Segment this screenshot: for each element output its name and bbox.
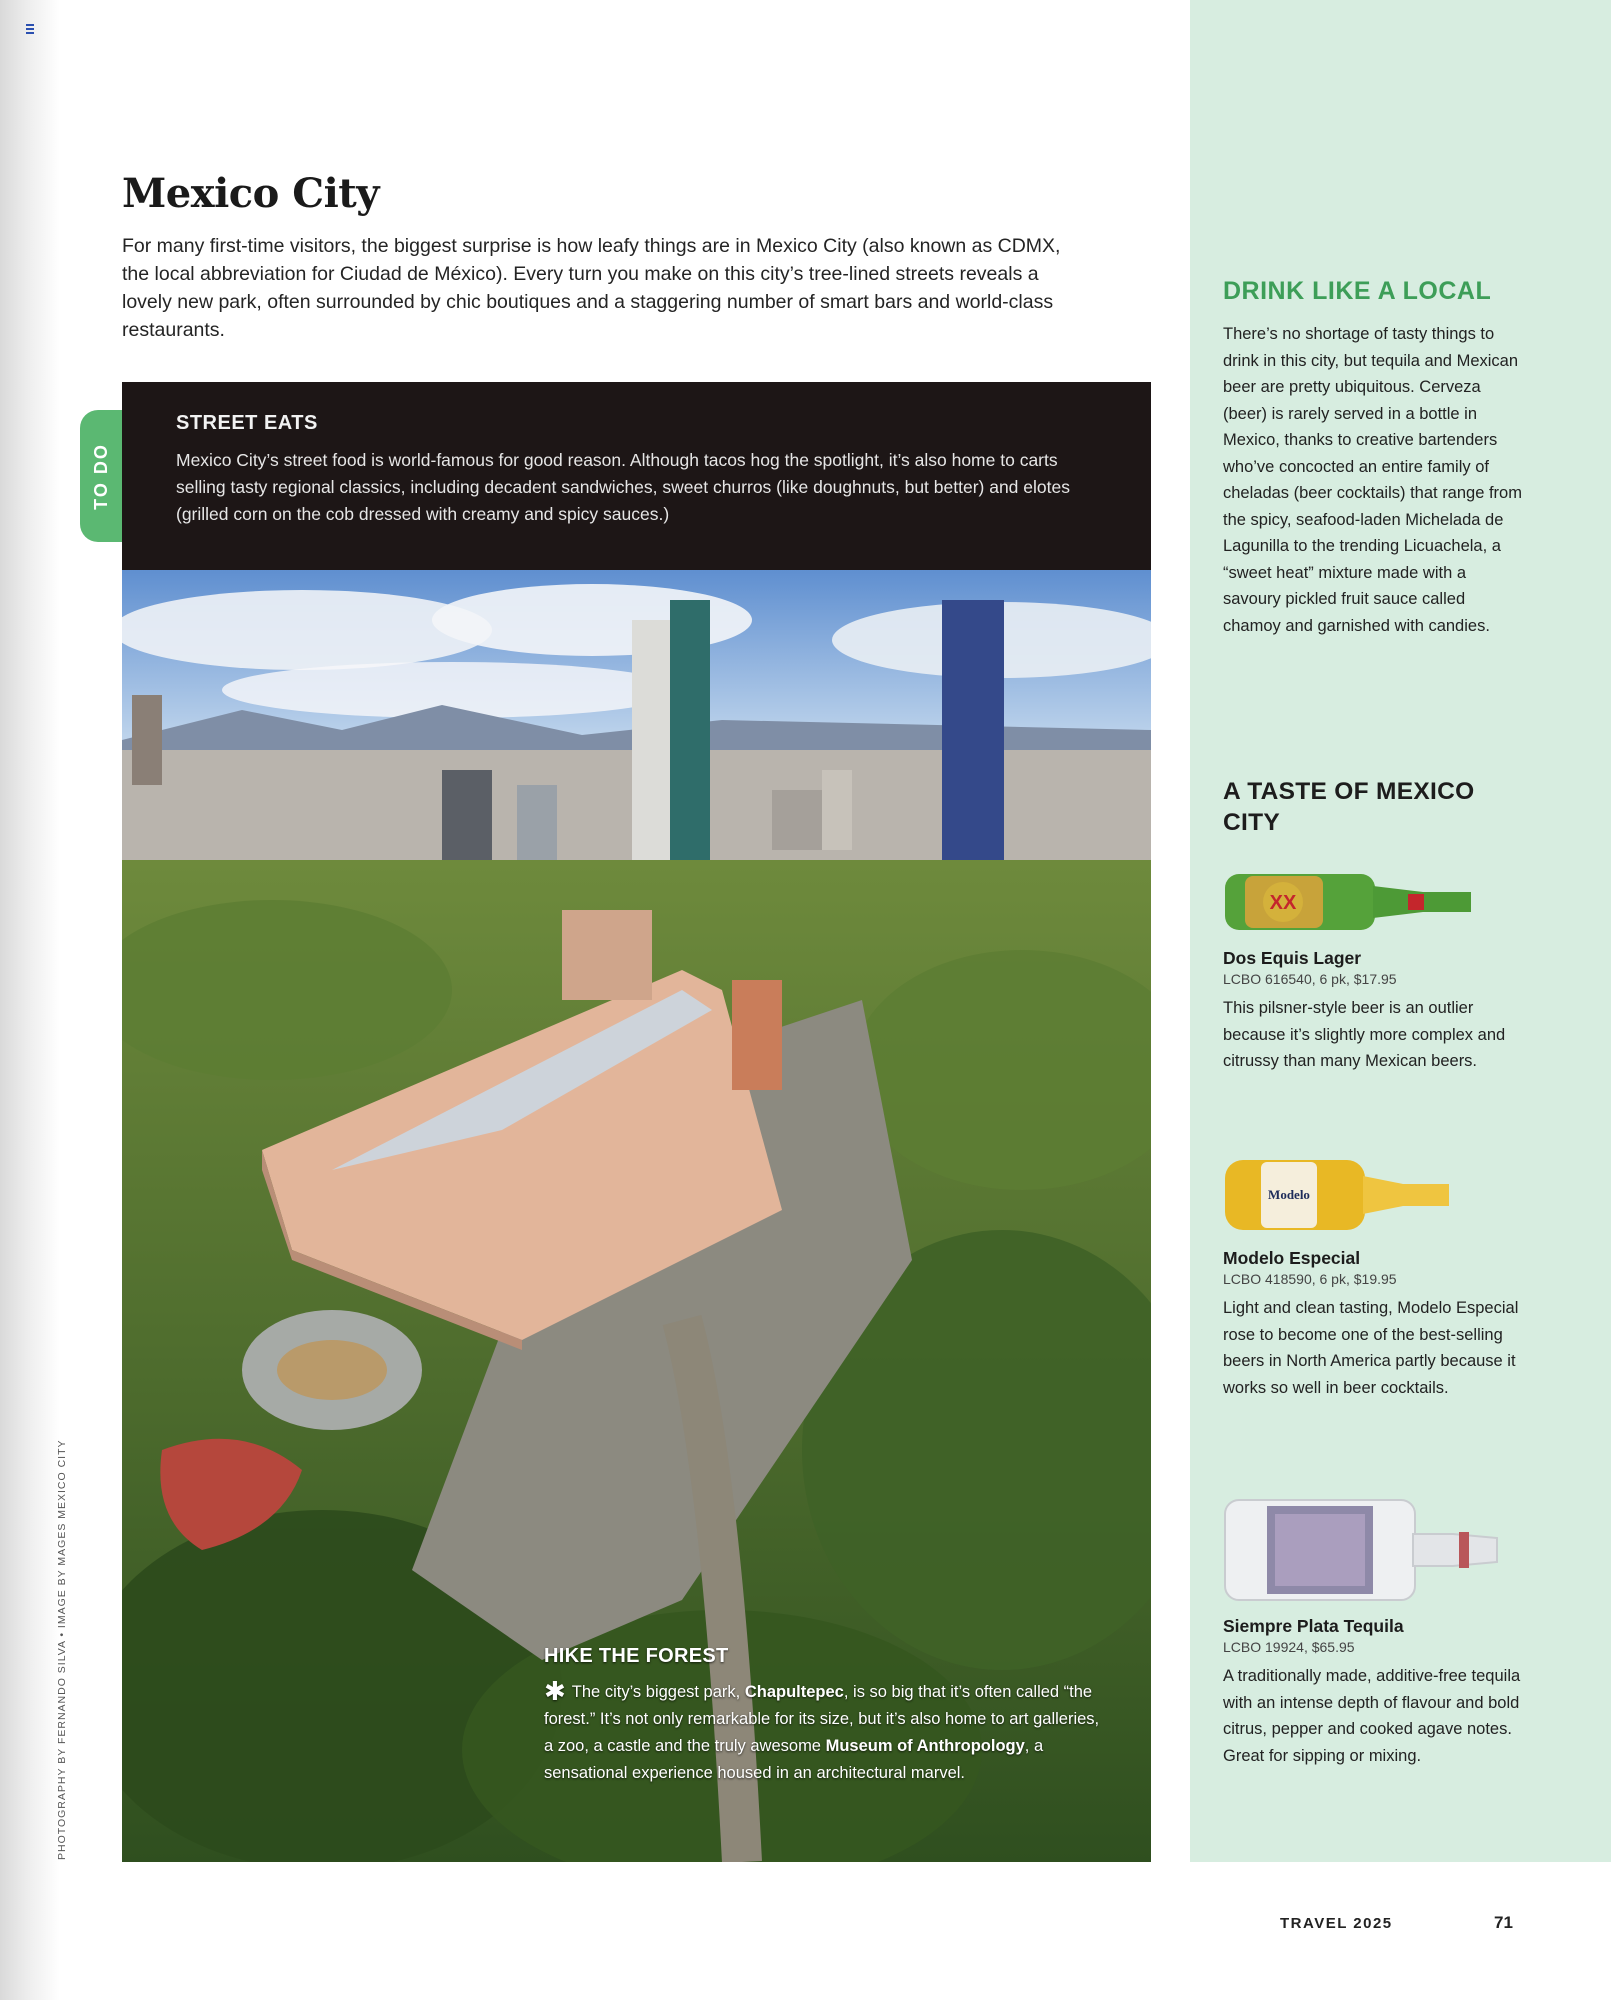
product-name: Dos Equis Lager xyxy=(1223,948,1362,968)
page-gutter xyxy=(0,0,60,2000)
hike-body xyxy=(544,1678,1104,1787)
street-eats-box xyxy=(122,382,1151,570)
product-card xyxy=(1223,866,1533,1075)
intro-paragraph: For many first-time visitors, the biggest surprise is how leafy things are in Mexico City (also known as CDMX, the local abbreviation for Ciudad de México). Every turn you make on this city’s tree-lined streets reveals a lovely new park, often surrounded by chic boutiques and a staggering number of smart bars and world-class restaurants. xyxy=(122,235,1061,341)
green-beer-bottle-icon xyxy=(1223,866,1473,936)
drink-heading: DRINK LIKE A LOCAL xyxy=(1223,277,1492,305)
product-meta: LCBO 19924, $65.95 xyxy=(1223,1639,1355,1655)
taste-heading: A TASTE OF MEXICO CITY xyxy=(1223,778,1475,836)
hike-heading: HIKE THE FOREST xyxy=(544,1645,729,1667)
drink-body: There’s no shortage of tasty things to drink in this city, but tequila and Mexican beer are pretty ubiquitous. Cerveza (beer) is rarely served in a bottle in Mexico, thanks to creative bartenders who’ve concocted an entire family of cheladas (beer cocktails) that range from the spicy, seafood-laden Michelada de Lagunilla to the trending Licuachela, a “sweet heat” mixture made with a savoury pickled fruit sauce called chamoy and garnished with candies. xyxy=(1223,325,1522,635)
product-card xyxy=(1223,1494,1533,1769)
page-number: 71 xyxy=(1494,1913,1513,1932)
product-description: A traditionally made, additive-free tequila with an intense depth of flavour and bold citrus, pepper and cooked agave notes. Great for sipping or mixing. xyxy=(1223,1667,1521,1765)
sidebar xyxy=(1190,0,1611,1862)
page-title: Mexico City xyxy=(122,170,379,217)
hike-body-part: , a sensational experience housed in an architectural marvel. xyxy=(544,1737,1044,1782)
magazine-name: TRAVEL 2025 xyxy=(1280,1915,1393,1932)
product-card xyxy=(1223,1152,1533,1401)
product-name: Modelo Especial xyxy=(1223,1248,1361,1268)
clear-beer-bottle-icon xyxy=(1223,1152,1453,1236)
section-tab-label: TO DO xyxy=(90,442,111,510)
section-tab xyxy=(80,410,122,542)
museum-name: Museum of Anthropology xyxy=(825,1737,1025,1755)
hike-forest-caption xyxy=(544,1645,1104,1787)
street-eats-heading: STREET EATS xyxy=(176,412,318,434)
product-name: Siempre Plata Tequila xyxy=(1223,1616,1404,1636)
bottle-label: XX xyxy=(1269,892,1297,914)
bottle-label: Modelo xyxy=(1268,1187,1310,1202)
park-name: Chapultepec xyxy=(744,1683,844,1701)
product-meta: LCBO 616540, 6 pk, $17.95 xyxy=(1223,971,1397,987)
photo-credit: PHOTOGRAPHY BY FERNANDO SILVA • IMAGE BY MAGES MEXICO CITY xyxy=(56,1439,68,1860)
street-eats-body: Mexico City’s street food is world-famous for good reason. Although tacos hog the spotlight, it’s also home to carts selling tasty regional classics, including decadent sandwiches, sweet churros (like doughnuts, but better) and elotes (grilled corn on the cob dressed with creamy and spicy sauces.) xyxy=(176,450,1070,524)
hike-body-part: The city’s biggest park, xyxy=(571,1683,745,1701)
tequila-bottle-icon xyxy=(1223,1494,1503,1604)
product-description: This pilsner-style beer is an outlier because it’s slightly more complex and citrussy than many Mexican beers. xyxy=(1223,999,1506,1070)
product-meta: LCBO 418590, 6 pk, $19.95 xyxy=(1223,1271,1397,1287)
flower-icon: ✱ xyxy=(544,1676,566,1706)
hike-body-part: , is so big that it’s often called “the forest.” It’s not only remarkable for its size, but it’s also home to art galleries, a zoo, a castle and the truly awesome xyxy=(544,1683,1100,1755)
product-description: Light and clean tasting, Modelo Especial rose to become one of the best-selling beers in North America partly because it works so well in beer cocktails. xyxy=(1223,1299,1519,1397)
menu-icon xyxy=(26,24,34,34)
